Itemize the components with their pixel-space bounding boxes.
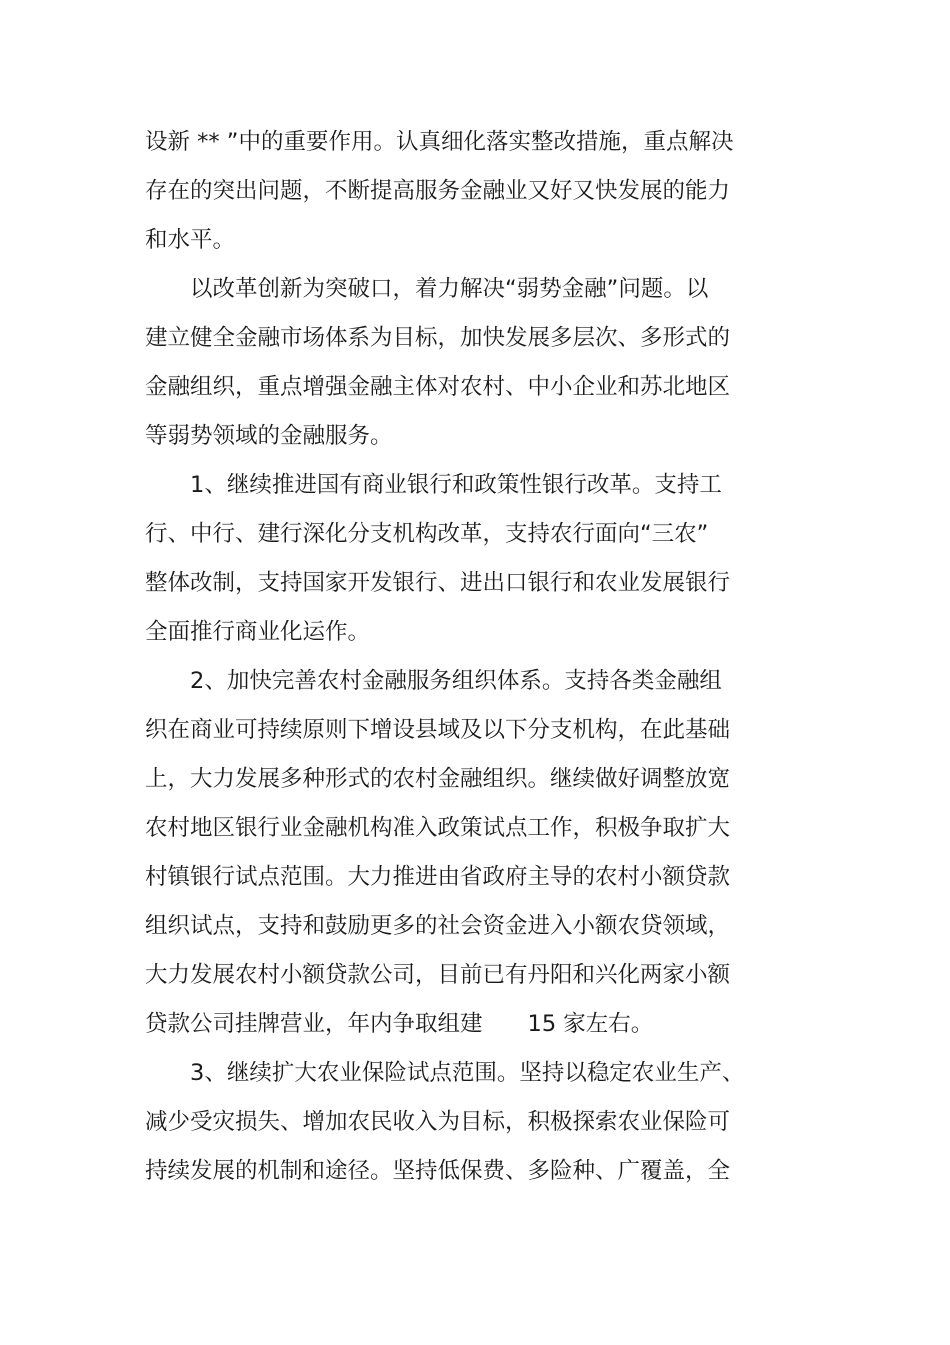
paragraph-reform-innovation: 以改革创新为突破口，着力解决“弱势金融”问题。以 建立健全金融市场体系为目标，加快发展多层次、多形式的 金融组织，重点增强金融主体对农村、中小企业和苏北地区 等弱势领域的金融服务。 <box>145 276 731 449</box>
paragraph-item-2-rural-finance: 2、加快完善农村金融服务组织体系。支持各类金融组 织在商业可持续原则下增设县域及以下分支机构，在此基础 上，大力发展多种形式的农村金融组织。继续做好调整放宽 农村地区银行业金融机构准入政策试点工作，积极争取扩大 村镇银行试点范围。大力推进由省政府主导的农村小额贷款 组织试点，支持和鼓励更多的社会资金进入小额农贷领域， 大力发展农村小额贷款公司，目前已有丹阳和兴化两家小额 贷款公司挂牌营业，年内争取组建 15 家左右。 <box>145 668 731 1037</box>
paragraph-continuation: 设新 ** ”中的重要作用。认真细化落实整改措施，重点解决 存在的突出问题，不断提高服务金融业又好又快发展的能力 和水平。 <box>145 129 734 253</box>
paragraph-item-1-bank-reform: 1、继续推进国有商业银行和政策性银行改革。支持工 行、中行、建行深化分支机构改革，支持农行面向“三农” 整体改制，支持国家开发银行、进出口银行和农业发展银行 全面推行商业化运作。 <box>145 472 731 645</box>
document-body <box>145 118 745 1196</box>
paragraph-item-3-agri-insurance: 3、继续扩大农业保险试点范围。坚持以稳定农业生产、 减少受灾损失、增加农民收入为目标，积极探索农业保险可 持续发展的机制和途径。坚持低保费、多险种、广覆盖，全 <box>145 1060 745 1184</box>
